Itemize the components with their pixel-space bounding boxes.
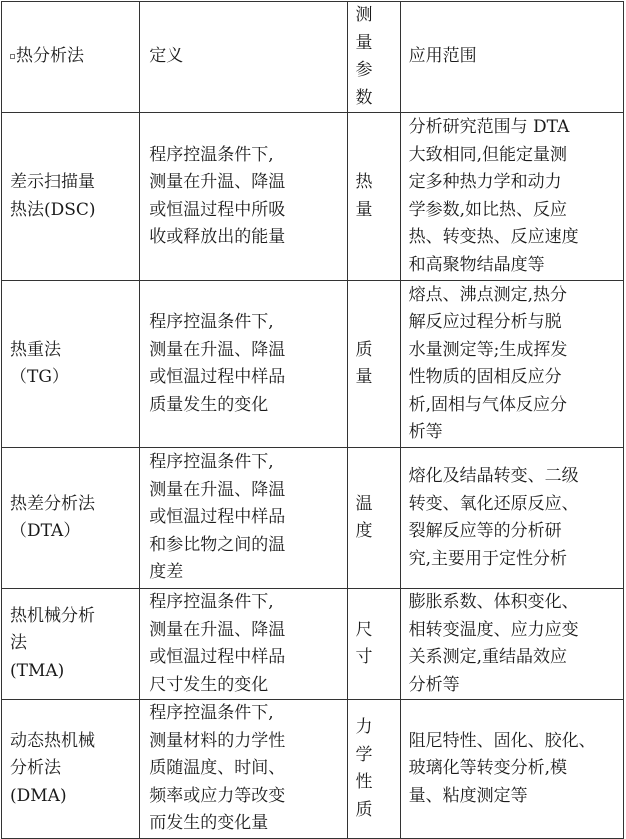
method-cell	[2, 700, 140, 839]
table-header-row	[2, 2, 624, 113]
header-definition: 定义	[149, 46, 184, 67]
method-name: 热机械分析 法 (TMA)	[10, 605, 95, 681]
parameter-text: 热 量	[355, 172, 373, 220]
table-row	[2, 589, 624, 700]
method-cell	[2, 113, 140, 281]
method-name: 热重法 （TG）	[10, 339, 69, 387]
definition-text: 程序控温条件下, 测量在升温、降温 或恒温过程中样品 质量发生的变化	[149, 312, 286, 415]
method-name: 差示扫描量 热法(DSC)	[10, 172, 96, 220]
parameter-cell	[347, 589, 400, 700]
application-text: 阻尼特性、固化、胶化、 玻璃化等转变分析,模 量、粘度测定等	[408, 730, 596, 806]
application-cell	[400, 448, 623, 589]
application-cell	[400, 589, 623, 700]
definition-cell	[140, 448, 347, 589]
definition-text: 程序控温条件下, 测量在升温、降温 或恒温过程中所吸 收或释放出的能量	[149, 144, 286, 247]
method-name: 热差分析法 （DTA）	[10, 493, 95, 541]
definition-cell	[140, 113, 347, 281]
parameter-text: 尺 寸	[355, 619, 373, 667]
application-cell	[400, 281, 623, 448]
table-row	[2, 113, 624, 281]
definition-text: 程序控温条件下, 测量在升温、降温 或恒温过程中样品 和参比物之间的温 度差	[149, 452, 286, 583]
method-name: 动态热机械 分析法 (DMA)	[10, 730, 95, 806]
definition-cell	[140, 589, 347, 700]
header-method: 热分析法	[16, 46, 84, 67]
application-cell	[400, 113, 623, 281]
method-cell	[2, 281, 140, 448]
application-text: 熔化及结晶转变、二级 转变、氧化还原反应、 裂解反应等的分析研 究,主要用于定性分析	[408, 466, 579, 569]
definition-text: 程序控温条件下, 测量材料的力学性 质随温度、时间、 频率或应力等改变 而发生的变化量	[149, 703, 286, 834]
parameter-text: 温 度	[355, 493, 373, 541]
cell-marker	[10, 54, 15, 59]
parameter-cell	[347, 281, 400, 448]
application-text: 分析研究范围与 DTA 大致相同,但能定量测 定多种热力学和动力 学参数,如比热、反应 热、转变热、反应速度 和高聚物结晶度等	[408, 117, 579, 275]
table-row	[2, 281, 624, 448]
definition-cell	[140, 281, 347, 448]
application-text: 熔点、沸点测定,热分 解反应过程分析与脱 水量测定等;生成挥发 性物质的固相反应分 析,固相与气体反应分 析等	[408, 284, 568, 442]
method-cell	[2, 448, 140, 589]
parameter-cell	[347, 113, 400, 281]
definition-text: 程序控温条件下, 测量在升温、降温 或恒温过程中样品 尺寸发生的变化	[149, 592, 286, 695]
definition-cell	[140, 700, 347, 839]
table-row	[2, 448, 624, 589]
parameter-cell	[347, 700, 400, 839]
header-application: 应用范围	[408, 46, 477, 67]
parameter-cell	[347, 448, 400, 589]
header-definition-cell	[140, 2, 347, 113]
table-row	[2, 700, 624, 839]
header-parameter: 测 量 参 数	[355, 5, 373, 108]
header-application-cell	[400, 2, 623, 113]
thermal-analysis-table	[1, 1, 624, 839]
application-text: 膨胀系数、体积变化、 相转变温度、应力应变 关系测定,重结晶效应 分析等	[408, 592, 579, 695]
parameter-text: 质 量	[355, 339, 373, 387]
header-parameter-cell	[347, 2, 400, 113]
method-cell	[2, 589, 140, 700]
application-cell	[400, 700, 623, 839]
header-method-cell	[2, 2, 140, 113]
parameter-text: 力 学 性 质	[355, 717, 373, 820]
